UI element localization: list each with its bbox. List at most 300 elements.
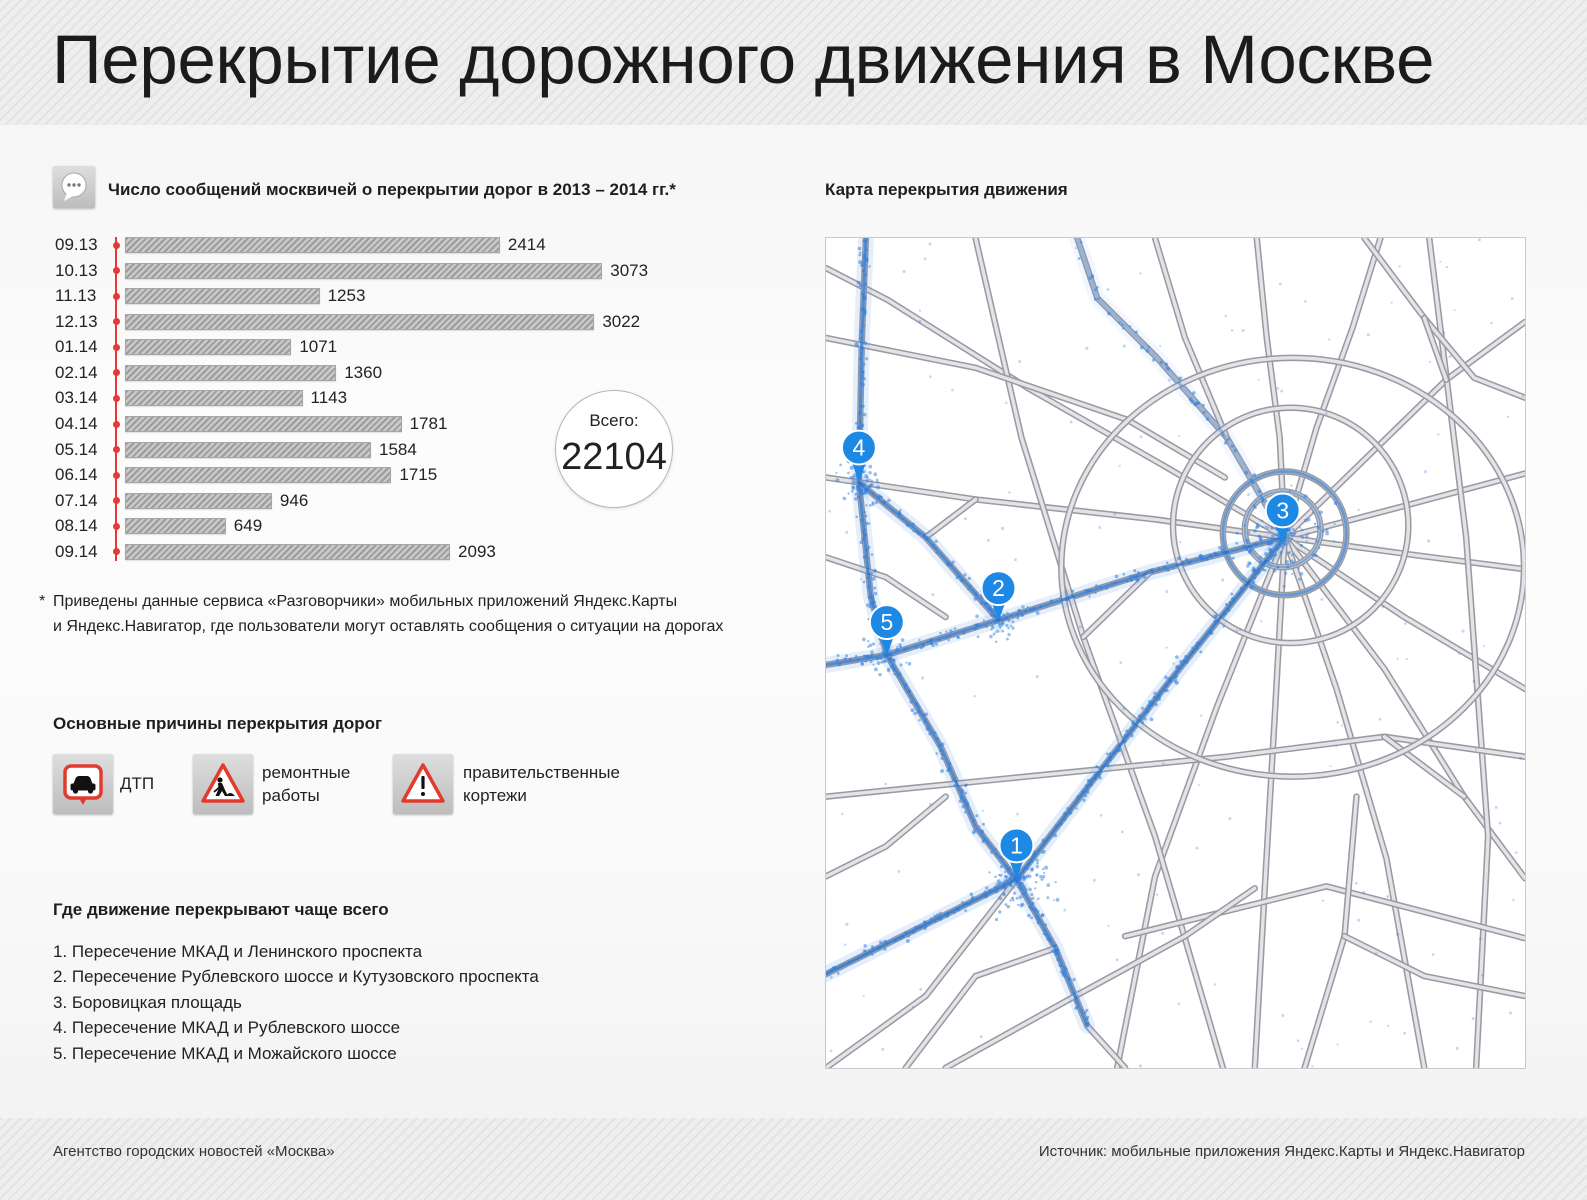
incident-dot bbox=[1427, 539, 1430, 542]
incident-dot bbox=[1281, 1014, 1284, 1017]
incident-dot bbox=[1172, 662, 1175, 665]
incident-dot bbox=[948, 766, 951, 769]
incident-dot bbox=[945, 637, 947, 639]
incident-dot bbox=[1015, 879, 1017, 881]
incident-dot bbox=[1137, 873, 1140, 876]
incident-dot bbox=[1150, 718, 1154, 722]
incident-dot bbox=[865, 548, 868, 551]
incident-dot bbox=[963, 903, 966, 906]
incident-dot bbox=[929, 375, 932, 378]
incident-dot bbox=[1357, 509, 1359, 511]
incident-dot bbox=[1113, 512, 1116, 515]
incident-dot bbox=[900, 663, 903, 666]
incident-dot bbox=[992, 610, 994, 612]
incident-dot bbox=[980, 830, 984, 834]
incident-dot bbox=[893, 659, 896, 662]
incident-dot bbox=[869, 484, 872, 487]
bar-label: 09.14 bbox=[55, 541, 98, 561]
incident-dot bbox=[876, 485, 880, 489]
incident-dot bbox=[864, 511, 866, 513]
bar-label: 01.14 bbox=[55, 337, 98, 357]
incident-dot bbox=[1175, 681, 1179, 685]
incident-dot bbox=[1278, 543, 1282, 547]
incident-dot bbox=[1258, 379, 1260, 381]
incident-dot bbox=[860, 492, 863, 495]
incident-dot bbox=[934, 731, 937, 734]
incident-dot bbox=[1293, 533, 1295, 535]
incident-dot bbox=[863, 254, 867, 258]
incident-dot bbox=[858, 254, 861, 257]
incident-dot bbox=[1454, 309, 1456, 311]
incident-dot bbox=[1129, 325, 1131, 327]
incident-dot bbox=[948, 635, 951, 638]
incident-dot bbox=[1130, 579, 1133, 582]
incident-dot bbox=[989, 607, 992, 610]
incident-dot bbox=[1304, 494, 1308, 498]
incident-dot bbox=[1069, 594, 1072, 597]
incident-dot bbox=[1229, 601, 1232, 604]
incident-dot bbox=[1479, 938, 1482, 941]
incident-dot bbox=[1109, 752, 1112, 755]
incident-dot bbox=[1257, 571, 1260, 574]
incident-dot bbox=[861, 293, 864, 296]
incident-dot bbox=[948, 762, 951, 765]
incident-dot bbox=[879, 941, 883, 945]
incident-dot bbox=[1335, 745, 1337, 747]
incident-dot bbox=[1166, 568, 1170, 572]
incident-dot bbox=[872, 664, 874, 666]
incident-dot bbox=[1006, 638, 1009, 641]
incident-dot bbox=[1006, 905, 1010, 909]
incident-dot bbox=[1055, 881, 1057, 883]
incident-dot bbox=[869, 504, 872, 507]
incident-dot bbox=[1244, 471, 1248, 475]
incident-dot bbox=[1168, 379, 1171, 382]
incident-dot bbox=[1001, 630, 1004, 633]
incident-dot bbox=[1242, 589, 1244, 591]
incident-dot bbox=[994, 875, 997, 878]
list-item: 5. Пересечение МКАД и Можайского шоссе bbox=[53, 1044, 397, 1063]
incident-dot bbox=[861, 482, 864, 485]
incident-dot bbox=[1040, 878, 1043, 881]
incident-dot bbox=[1165, 590, 1168, 593]
incident-dot bbox=[1137, 571, 1140, 574]
incident-dot bbox=[1214, 983, 1216, 985]
incident-dot bbox=[1098, 767, 1101, 770]
incident-dot bbox=[1027, 898, 1029, 900]
footnote-mark: * bbox=[39, 593, 46, 610]
incident-dot bbox=[1279, 283, 1282, 286]
incident-dot bbox=[1030, 893, 1033, 896]
incident-dot bbox=[866, 655, 870, 659]
incident-dot bbox=[1003, 893, 1006, 896]
incident-dot bbox=[1160, 361, 1163, 364]
incident-dot bbox=[1213, 620, 1216, 623]
incident-dot bbox=[1231, 329, 1234, 332]
incident-dot bbox=[1051, 949, 1055, 953]
incident-dot bbox=[862, 383, 865, 386]
incident-dot bbox=[1355, 882, 1358, 885]
incident-dot bbox=[1220, 549, 1224, 553]
incident-dot bbox=[1333, 540, 1335, 542]
incident-dot bbox=[857, 658, 860, 661]
incident-dot bbox=[1512, 899, 1514, 901]
incident-dot bbox=[1280, 390, 1283, 393]
incident-dot bbox=[865, 570, 868, 573]
incident-dot bbox=[1036, 611, 1040, 615]
incident-dot bbox=[906, 523, 910, 527]
incident-dot bbox=[1021, 614, 1024, 617]
roadworks-glyph bbox=[193, 754, 253, 814]
value-label: 1360 bbox=[344, 362, 383, 382]
incident-dot bbox=[951, 561, 954, 564]
incident-dot bbox=[1254, 577, 1257, 580]
incident-dot bbox=[1021, 871, 1024, 874]
incident-dot bbox=[1175, 679, 1177, 681]
incident-dot bbox=[1165, 362, 1169, 366]
incident-dot bbox=[1263, 563, 1266, 566]
incident-dot bbox=[1010, 874, 1013, 877]
incident-dot bbox=[959, 799, 962, 802]
incident-dot bbox=[1075, 247, 1077, 249]
incident-dot bbox=[865, 504, 867, 506]
bar bbox=[125, 544, 450, 560]
road bbox=[1255, 537, 1285, 1067]
incident-dot bbox=[1066, 807, 1069, 810]
incident-dot bbox=[1043, 850, 1045, 852]
incident-dot bbox=[877, 661, 881, 665]
incident-dot bbox=[914, 926, 917, 929]
incident-dot bbox=[947, 639, 949, 641]
incident-dot bbox=[871, 480, 873, 482]
incident-dot bbox=[1247, 493, 1250, 496]
incident-dot bbox=[871, 945, 874, 948]
incident-dot bbox=[830, 976, 833, 979]
incident-dot bbox=[883, 940, 887, 944]
incident-dot bbox=[1235, 629, 1238, 632]
incident-dot bbox=[1018, 886, 1021, 889]
incident-dot bbox=[920, 646, 923, 649]
incident-dot bbox=[953, 784, 956, 787]
incident-dot bbox=[1283, 585, 1286, 588]
incident-dot bbox=[859, 421, 862, 424]
incident-dot bbox=[892, 510, 894, 512]
incident-dot bbox=[1290, 484, 1292, 486]
incident-dot bbox=[1097, 298, 1100, 301]
incident-dot bbox=[1089, 783, 1093, 787]
incident-dot bbox=[1162, 762, 1164, 764]
incident-dot bbox=[982, 810, 984, 812]
incident-dot bbox=[1002, 613, 1005, 616]
incident-dot bbox=[1125, 729, 1128, 732]
incident-dot bbox=[971, 896, 975, 900]
incident-dot bbox=[876, 481, 879, 484]
axis-dot bbox=[113, 293, 120, 300]
value-label: 3022 bbox=[602, 311, 641, 331]
incident-dot bbox=[911, 523, 915, 527]
incident-dot bbox=[1026, 606, 1028, 608]
axis-dot bbox=[113, 472, 120, 479]
incident-dot bbox=[903, 648, 907, 652]
incident-dot bbox=[1099, 585, 1102, 588]
incident-dot bbox=[918, 719, 920, 721]
incident-dot bbox=[870, 650, 874, 654]
incident-dot bbox=[859, 337, 862, 340]
incident-dot bbox=[1060, 970, 1064, 974]
incident-dot bbox=[1042, 875, 1045, 878]
incident-dot bbox=[844, 657, 847, 660]
incident-dot bbox=[1036, 862, 1039, 865]
incident-dot bbox=[991, 624, 994, 627]
incident-dot bbox=[1208, 554, 1212, 558]
incident-dot bbox=[1298, 578, 1301, 581]
incident-dot bbox=[1224, 315, 1226, 317]
incident-dot bbox=[1257, 535, 1260, 538]
incident-dot bbox=[1076, 807, 1078, 809]
incident-dot bbox=[954, 627, 957, 630]
incident-dot bbox=[945, 630, 947, 632]
incident-dot bbox=[1196, 648, 1198, 650]
incident-dot bbox=[859, 284, 863, 288]
incident-dot bbox=[865, 522, 869, 526]
incident-dot bbox=[869, 478, 871, 480]
incident-dot bbox=[1094, 773, 1096, 775]
cause-label: работы bbox=[262, 786, 320, 805]
incident-dot bbox=[931, 593, 934, 596]
incident-dot bbox=[866, 479, 870, 483]
incident-dot bbox=[961, 805, 964, 808]
incident-dot bbox=[940, 769, 944, 773]
incident-dot bbox=[860, 352, 863, 355]
incident-dot bbox=[849, 658, 852, 661]
incident-dot bbox=[1107, 925, 1109, 927]
incident-dot bbox=[928, 242, 931, 245]
incident-dot bbox=[850, 476, 853, 479]
incident-dot bbox=[1236, 532, 1239, 535]
incident-dot bbox=[995, 848, 997, 850]
incident-dot bbox=[859, 252, 861, 254]
incident-dot bbox=[955, 781, 957, 783]
incident-dot bbox=[1005, 616, 1009, 620]
incident-dot bbox=[1001, 527, 1004, 530]
incident-dot bbox=[1253, 543, 1255, 545]
incident-dot bbox=[883, 947, 886, 950]
incident-dot bbox=[1121, 831, 1124, 834]
incident-dot bbox=[1270, 526, 1274, 530]
incident-dot bbox=[1029, 859, 1033, 863]
total-label: Всего: bbox=[589, 411, 639, 430]
incident-dot bbox=[1124, 734, 1128, 738]
incident-dot bbox=[1223, 612, 1227, 616]
incident-dot bbox=[858, 411, 861, 414]
incident-dot bbox=[1148, 700, 1152, 704]
incident-dot bbox=[1264, 569, 1267, 572]
incident-dot bbox=[908, 935, 910, 937]
incident-dot bbox=[1391, 301, 1393, 303]
incident-dot bbox=[879, 643, 881, 645]
incident-dot bbox=[1031, 897, 1034, 900]
incident-dot bbox=[1198, 784, 1200, 786]
incident-dot bbox=[1106, 753, 1109, 756]
incident-dot bbox=[872, 492, 875, 495]
incident-dot bbox=[1157, 697, 1161, 701]
incident-dot bbox=[988, 889, 991, 892]
list-item: 1. Пересечение МКАД и Ленинского проспекта bbox=[53, 942, 423, 961]
incident-dot bbox=[1291, 554, 1293, 556]
incident-dot bbox=[1019, 895, 1023, 899]
incident-dot bbox=[1086, 790, 1090, 794]
incident-dot bbox=[1082, 1009, 1084, 1011]
incident-dot bbox=[1177, 556, 1181, 560]
incident-dot bbox=[1279, 551, 1282, 554]
footer-agency: Агентство городских новостей «Москва» bbox=[53, 1143, 335, 1160]
incident-dot bbox=[1197, 401, 1200, 404]
incident-dot bbox=[870, 660, 873, 663]
incident-dot bbox=[1244, 525, 1246, 527]
incident-dot bbox=[1301, 529, 1304, 532]
incident-dot bbox=[926, 727, 930, 731]
incident-dot bbox=[1123, 740, 1126, 743]
incident-dot bbox=[1515, 851, 1518, 854]
incident-dot bbox=[1010, 899, 1012, 901]
incident-dot bbox=[1042, 839, 1045, 842]
bar-label: 09.13 bbox=[55, 235, 98, 254]
incident-dot bbox=[874, 667, 878, 671]
value-label: 649 bbox=[233, 516, 263, 536]
incident-dot bbox=[868, 465, 872, 469]
incident-dot bbox=[1029, 608, 1032, 611]
incident-dot bbox=[870, 602, 874, 606]
incident-dot bbox=[1061, 973, 1065, 977]
incident-dot bbox=[998, 896, 1002, 900]
incident-dot bbox=[907, 689, 911, 693]
incident-dot bbox=[860, 519, 863, 522]
incident-dot bbox=[939, 632, 941, 634]
cause-label: правительственные bbox=[463, 763, 620, 782]
incident-dot bbox=[1300, 544, 1303, 547]
incident-dot bbox=[1318, 547, 1320, 549]
incident-dot bbox=[1291, 538, 1293, 540]
incident-dot bbox=[1429, 361, 1431, 363]
incident-dot bbox=[896, 646, 898, 648]
incident-dot bbox=[871, 553, 874, 556]
incident-dot bbox=[1140, 435, 1143, 438]
incident-dot bbox=[1260, 556, 1262, 558]
incident-dot bbox=[1168, 369, 1170, 371]
incident-dot bbox=[864, 953, 867, 956]
incident-dot bbox=[859, 541, 862, 544]
incident-dot bbox=[1292, 528, 1295, 531]
incident-dot bbox=[901, 638, 905, 642]
incident-dot bbox=[1253, 504, 1255, 506]
incident-dot bbox=[863, 555, 867, 559]
incident-dot bbox=[1319, 510, 1323, 514]
chart-title: Число сообщений москвичей о перекрытии дорог в 2013 – 2014 гг.* bbox=[108, 180, 676, 199]
incident-dot bbox=[1135, 578, 1139, 582]
incident-dot bbox=[1038, 918, 1041, 921]
incident-dot bbox=[1011, 620, 1014, 623]
incident-dot bbox=[1135, 331, 1138, 334]
incident-dot bbox=[1240, 587, 1243, 590]
incident-dot bbox=[1005, 624, 1008, 627]
incident-dot bbox=[912, 1006, 914, 1008]
footer-band bbox=[0, 1118, 1587, 1200]
incident-dot bbox=[1337, 1044, 1339, 1046]
incident-dot bbox=[864, 515, 867, 518]
incident-dot bbox=[1175, 675, 1178, 678]
incident-dot bbox=[1106, 288, 1109, 291]
incident-dot bbox=[1234, 449, 1237, 452]
incident-dot bbox=[869, 571, 873, 575]
footnote-line: Приведены данные сервиса «Разговорчики» мобильных приложений Яндекс.Карты bbox=[53, 593, 678, 610]
incident-dot bbox=[1024, 609, 1027, 612]
incident-dot bbox=[1398, 265, 1400, 267]
bar-label: 07.14 bbox=[55, 490, 98, 510]
incident-dot bbox=[868, 471, 871, 474]
header-band bbox=[0, 0, 1587, 125]
incident-dot bbox=[1144, 717, 1147, 720]
incident-dot bbox=[1008, 870, 1011, 873]
axis-dot bbox=[113, 421, 120, 428]
incident-dot bbox=[1218, 553, 1220, 555]
incident-dot bbox=[1432, 953, 1435, 956]
incident-dot bbox=[1123, 573, 1126, 576]
incident-dot bbox=[925, 712, 928, 715]
incident-dot bbox=[1030, 916, 1033, 919]
incident-dot bbox=[935, 752, 938, 755]
incident-dot bbox=[1115, 575, 1119, 579]
incident-dot bbox=[1245, 539, 1248, 542]
incident-dot bbox=[1472, 1017, 1475, 1020]
incident-dot bbox=[1063, 909, 1066, 912]
incident-dot bbox=[1059, 964, 1062, 967]
incident-dot bbox=[995, 629, 999, 633]
incident-dot bbox=[955, 908, 958, 911]
incident-dot bbox=[1036, 874, 1038, 876]
incident-dot bbox=[1183, 659, 1186, 662]
incident-dot bbox=[968, 577, 971, 580]
incident-dot bbox=[981, 840, 984, 843]
incident-dot bbox=[1147, 704, 1150, 707]
incident-dot bbox=[1270, 557, 1273, 560]
incident-dot bbox=[1196, 641, 1200, 645]
incident-dot bbox=[1184, 655, 1187, 658]
incident-dot bbox=[852, 480, 856, 484]
incident-dot bbox=[899, 937, 902, 940]
incident-dot bbox=[974, 591, 978, 595]
incident-dot bbox=[1475, 748, 1477, 750]
axis-dot bbox=[113, 523, 120, 530]
incident-dot bbox=[904, 687, 906, 689]
incident-dot bbox=[964, 792, 967, 795]
incident-dot bbox=[1079, 626, 1082, 629]
incident-dot bbox=[912, 530, 914, 532]
incident-dot bbox=[1035, 881, 1038, 884]
incident-dot bbox=[1276, 565, 1279, 568]
incident-dot bbox=[924, 257, 927, 260]
incident-dot bbox=[1131, 728, 1133, 730]
incident-dot bbox=[915, 702, 919, 706]
incident-dot bbox=[967, 588, 969, 590]
incident-dot bbox=[1265, 525, 1267, 527]
incident-dot bbox=[1067, 977, 1071, 981]
incident-dot bbox=[889, 649, 891, 651]
incident-dot bbox=[1053, 899, 1055, 901]
incident-dot bbox=[989, 635, 993, 639]
incident-dot bbox=[1086, 1018, 1089, 1021]
bubble-dot bbox=[67, 183, 70, 186]
bar bbox=[125, 493, 272, 509]
